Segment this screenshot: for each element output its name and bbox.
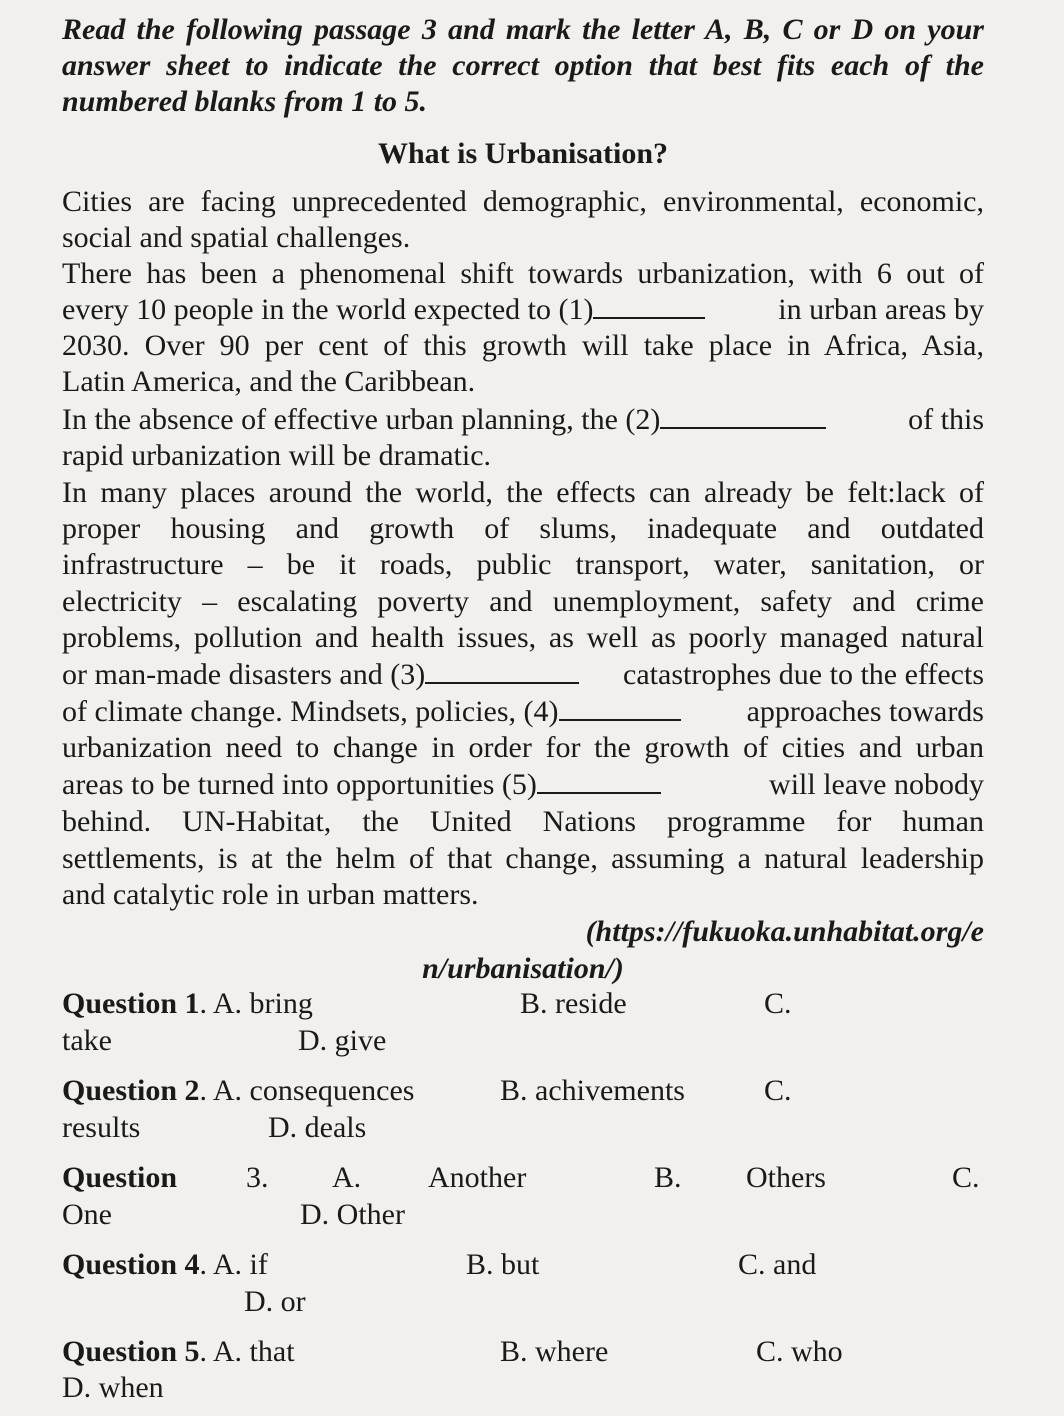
passage-line-blank-3 bbox=[62, 657, 984, 693]
passage-title: What is Urbanisation? bbox=[377, 137, 669, 170]
passage-line: Cities are facing unprecedented demographic, environmental, economic, bbox=[62, 185, 984, 218]
source-line-2: n/urbanisation/) bbox=[422, 952, 624, 985]
passage-line-blank-5 bbox=[62, 767, 984, 803]
passage-text: or man-made disasters and (3) bbox=[62, 658, 426, 691]
q3-option-b-text[interactable]: Others bbox=[746, 1161, 826, 1194]
q3-option-c-text[interactable]: One bbox=[62, 1198, 112, 1231]
question-label: Question 1 bbox=[62, 987, 200, 1020]
q3-option-a-text[interactable]: Another bbox=[428, 1161, 527, 1194]
question-1-label bbox=[62, 986, 313, 1022]
passage-text: every 10 people in the world expected to (1) bbox=[62, 293, 594, 326]
passage-text: in urban areas by bbox=[778, 293, 984, 326]
q4-option-c[interactable]: C. and bbox=[738, 1248, 817, 1281]
q2-option-c-text[interactable]: results bbox=[62, 1111, 141, 1144]
question-sep: . bbox=[199, 1248, 208, 1281]
source-line-1: (https://fukuoka.unhabitat.org/e bbox=[585, 915, 984, 948]
q3-option-a-letter[interactable]: A. bbox=[332, 1161, 362, 1194]
passage-text: will leave nobody bbox=[769, 768, 984, 801]
q4-option-a[interactable]: A. if bbox=[212, 1248, 268, 1281]
passage-text: catastrophes due to the effects bbox=[623, 658, 984, 691]
question-label: Question 2 bbox=[62, 1074, 200, 1107]
q5-option-c[interactable]: C. who bbox=[756, 1335, 843, 1368]
passage-text: areas to be turned into opportunities (5) bbox=[62, 768, 537, 801]
passage-line: and catalytic role in urban matters. bbox=[62, 878, 479, 911]
passage-line: 2030. Over 90 per cent of this growth will take place in Africa, Asia, bbox=[62, 329, 984, 362]
passage-line: social and spatial challenges. bbox=[62, 221, 411, 254]
question-5-label bbox=[62, 1334, 295, 1370]
passage-line: rapid urbanization will be dramatic. bbox=[62, 439, 492, 472]
passage-line-blank-4 bbox=[62, 694, 984, 730]
instructions-line-3: numbered blanks from 1 to 5. bbox=[62, 85, 428, 118]
passage-line: electricity – escalating poverty and unemployment, safety and crime bbox=[62, 585, 984, 618]
question-3-number: 3. bbox=[246, 1161, 269, 1194]
passage-line: In many places around the world, the effects can already be felt:lack of bbox=[62, 476, 984, 509]
question-4-label bbox=[62, 1247, 268, 1283]
blank-5 bbox=[537, 768, 661, 794]
blank-2 bbox=[660, 403, 826, 429]
q5-option-b[interactable]: B. where bbox=[500, 1335, 609, 1368]
q1-option-d[interactable]: D. give bbox=[298, 1024, 387, 1057]
q1-option-b[interactable]: B. reside bbox=[520, 987, 627, 1020]
q4-option-b[interactable]: B. but bbox=[466, 1248, 540, 1281]
question-sep: . bbox=[199, 1074, 208, 1107]
instructions-line-2: answer sheet to indicate the correct option that best fits each of the bbox=[62, 49, 984, 82]
q2-option-d[interactable]: D. deals bbox=[268, 1111, 367, 1144]
q4-option-d[interactable]: D. or bbox=[244, 1285, 306, 1318]
passage-line: proper housing and growth of slums, inadequate and outdated bbox=[62, 512, 984, 545]
passage-text: of climate change. Mindsets, policies, (4) bbox=[62, 695, 559, 728]
passage-line: Latin America, and the Caribbean. bbox=[62, 365, 476, 398]
question-sep: . bbox=[199, 1335, 208, 1368]
passage-line: urbanization need to change in order for the growth of cities and urban bbox=[62, 731, 984, 764]
passage-line: settlements, is at the helm of that change, assuming a natural leadership bbox=[62, 842, 984, 875]
blank-4 bbox=[559, 695, 681, 721]
q3-option-c-letter[interactable]: C. bbox=[952, 1161, 980, 1194]
q5-option-a[interactable]: A. that bbox=[212, 1335, 295, 1368]
q3-option-b-letter[interactable]: B. bbox=[654, 1161, 682, 1194]
question-label: Question 5 bbox=[62, 1335, 200, 1368]
q2-option-a[interactable]: A. consequences bbox=[212, 1074, 415, 1107]
question-label: Question 4 bbox=[62, 1248, 200, 1281]
instructions-line-1: Read the following passage 3 and mark the letter A, B, C or D on your bbox=[62, 13, 984, 46]
question-3-label: Question bbox=[62, 1161, 178, 1194]
q1-option-c-letter[interactable]: C. bbox=[764, 987, 792, 1020]
passage-line: behind. UN-Habitat, the United Nations programme for human bbox=[62, 805, 984, 838]
passage-text: approaches towards bbox=[746, 695, 984, 728]
question-sep: . bbox=[199, 987, 208, 1020]
question-2-label bbox=[62, 1073, 414, 1109]
q5-option-d[interactable]: D. when bbox=[62, 1371, 164, 1404]
q1-option-a[interactable]: A. bring bbox=[212, 987, 313, 1020]
passage-text: In the absence of effective urban planning, the (2) bbox=[62, 403, 661, 436]
passage-line: There has been a phenomenal shift towards urbanization, with 6 out of bbox=[62, 257, 984, 290]
passage-line-blank-2 bbox=[62, 402, 984, 438]
blank-3 bbox=[425, 658, 579, 684]
q3-option-d[interactable]: D. Other bbox=[300, 1198, 405, 1231]
passage-line-blank-1 bbox=[62, 292, 984, 328]
q2-option-c-letter[interactable]: C. bbox=[764, 1074, 792, 1107]
q2-option-b[interactable]: B. achivements bbox=[500, 1074, 685, 1107]
q1-option-c-text[interactable]: take bbox=[62, 1024, 112, 1057]
passage-line: problems, pollution and health issues, as well as poorly managed natural bbox=[62, 621, 984, 654]
passage-line: infrastructure – be it roads, public transport, water, sanitation, or bbox=[62, 548, 984, 581]
blank-1 bbox=[593, 293, 705, 319]
passage-text: of this bbox=[908, 403, 984, 436]
